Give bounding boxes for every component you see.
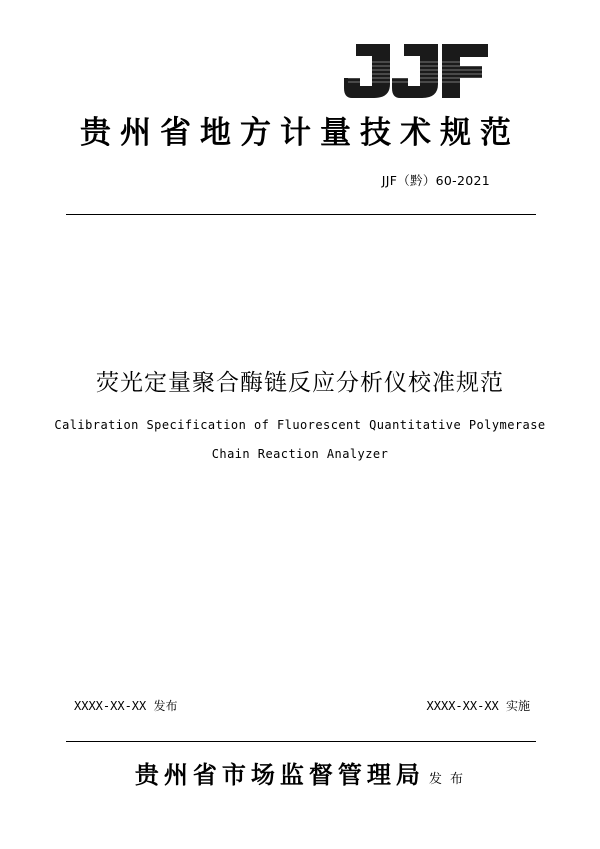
jjf-logo-icon — [342, 40, 492, 98]
document-title-cn: 荧光定量聚合酶链反应分析仪校准规范 — [96, 370, 504, 396]
issuer-line — [0, 758, 600, 792]
publish-date: XXXX-XX-XX 发布 — [74, 699, 178, 713]
top-divider — [66, 214, 536, 215]
standard-code: JJF（黔）60-2021 — [381, 173, 490, 188]
jjf-logo — [342, 40, 492, 98]
document-title-en-line2: Chain Reaction Analyzer — [211, 447, 389, 461]
bottom-divider — [66, 741, 536, 742]
implement-date: XXXX-XX-XX 实施 — [426, 699, 530, 713]
issuer-name: 贵州省市场监督管理局 — [134, 760, 425, 789]
standard-category: 贵州省地方计量技术规范 — [80, 115, 520, 151]
issuer-suffix: 发 布 — [428, 772, 466, 787]
document-title-en-line1: Calibration Specification of Fluorescent Quantitative Polymerase — [54, 418, 546, 432]
